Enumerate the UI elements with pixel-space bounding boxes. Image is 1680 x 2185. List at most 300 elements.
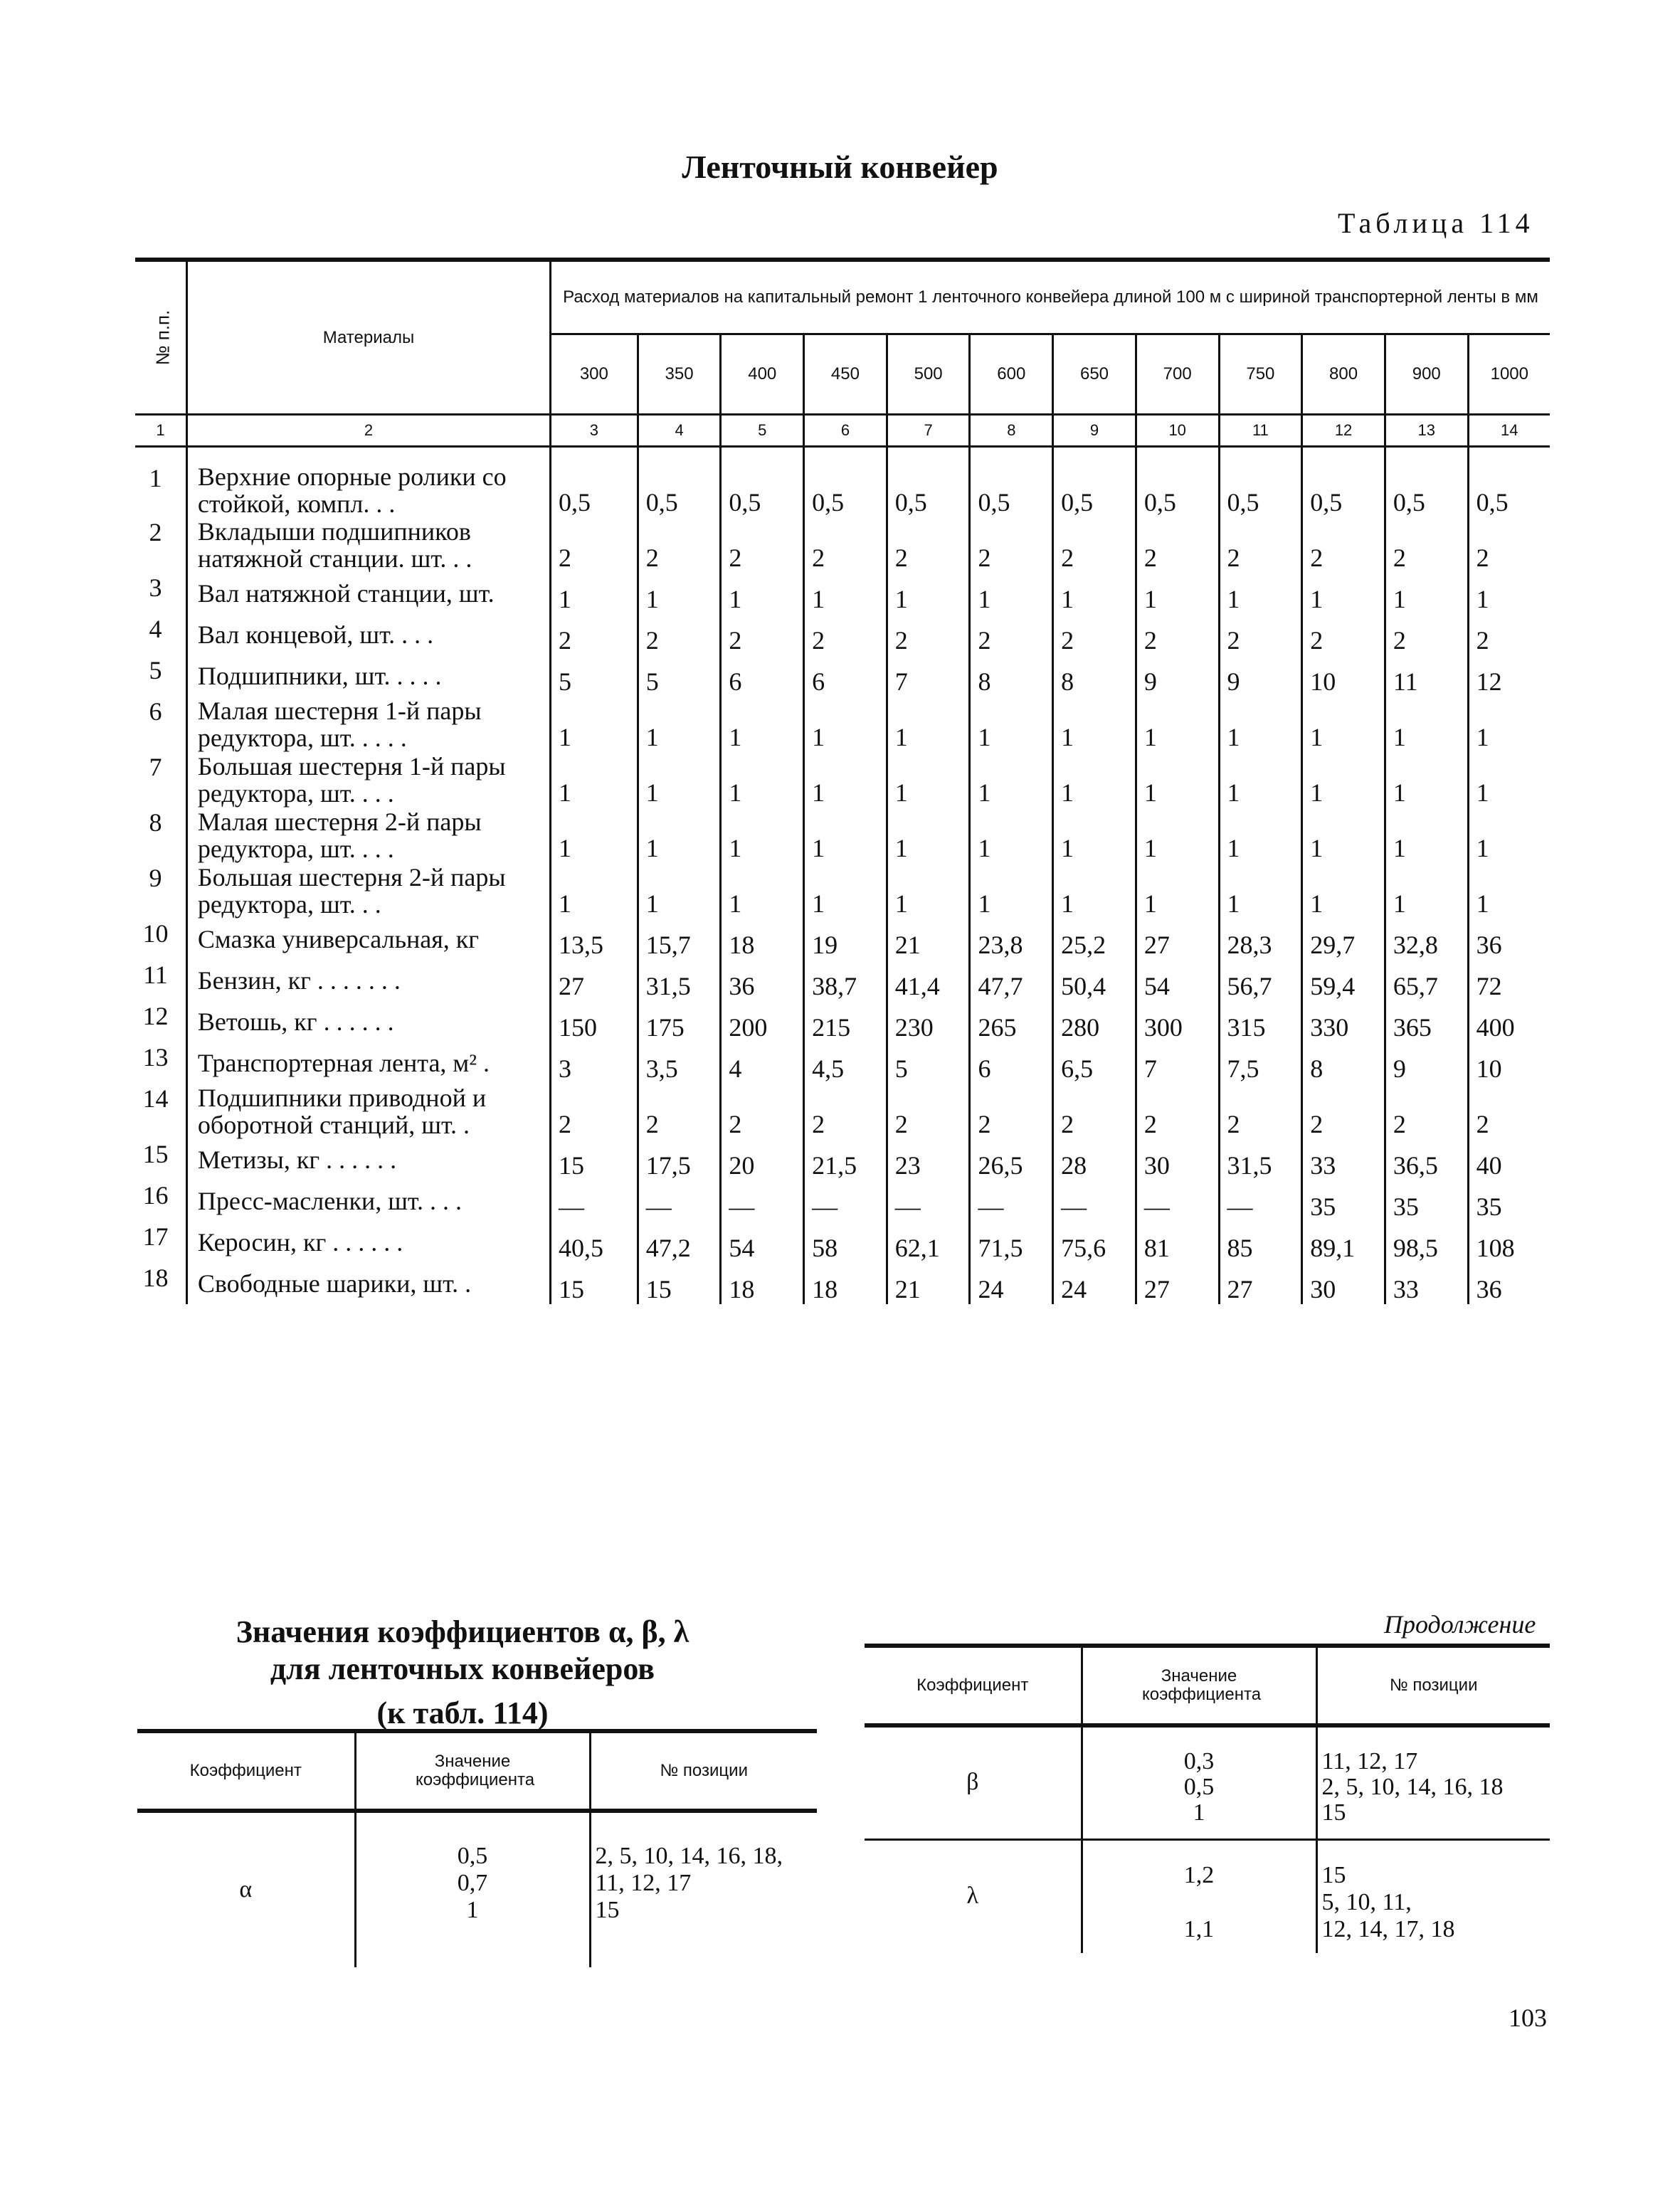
row-number: 4 bbox=[149, 615, 162, 643]
header-coefficient: Коэффициент bbox=[137, 1731, 355, 1811]
column-number-2: 3 bbox=[550, 415, 638, 447]
value-cell: 98,5 bbox=[1385, 1222, 1468, 1263]
value-cell: 36 bbox=[1468, 919, 1550, 960]
value-cell: 15 bbox=[550, 1139, 638, 1180]
value-cell: 1 bbox=[638, 808, 721, 863]
value-cell: 2 bbox=[550, 517, 638, 573]
value-cell: 1 bbox=[1136, 573, 1219, 614]
value-cell: 1 bbox=[638, 752, 721, 808]
value-cell: 1 bbox=[1468, 808, 1550, 863]
header-column-numbers-row bbox=[135, 415, 1550, 447]
coefficients-title-line-2: для ленточных конвейеров bbox=[270, 1651, 655, 1686]
value-cell: 12 bbox=[1468, 655, 1550, 697]
value-cell: 1 bbox=[638, 697, 721, 752]
value-cell: 3 bbox=[550, 1042, 638, 1084]
value-cell: 21,5 bbox=[804, 1139, 887, 1180]
table-row bbox=[135, 447, 1550, 518]
header-width-3: 450 bbox=[804, 334, 887, 415]
value-cell: 62,1 bbox=[887, 1222, 970, 1263]
header-width-8: 750 bbox=[1219, 334, 1302, 415]
value-cell: 5 bbox=[887, 1042, 970, 1084]
row-number: 8 bbox=[149, 808, 162, 837]
row-number: 17 bbox=[142, 1222, 169, 1251]
materials-table-body bbox=[135, 447, 1550, 1305]
column-number-11: 12 bbox=[1302, 415, 1385, 447]
value-cell: — bbox=[638, 1180, 721, 1222]
value-cell: 2 bbox=[887, 517, 970, 573]
header-coefficient: Коэффициент bbox=[865, 1646, 1082, 1725]
header-coefficient-value: Значение коэффициента bbox=[1082, 1646, 1316, 1725]
value-cell: 1 bbox=[1468, 752, 1550, 808]
header-width-4: 500 bbox=[887, 334, 970, 415]
table-label: Таблица 114 bbox=[1338, 207, 1534, 239]
value-cell: 400 bbox=[1468, 1001, 1550, 1042]
header-number: № п.п. bbox=[135, 260, 186, 415]
value-cell: 3,5 bbox=[638, 1042, 721, 1084]
value-cell: 2 bbox=[1053, 1084, 1136, 1139]
coef-values-beta: 0,3 0,5 1 bbox=[1082, 1725, 1316, 1839]
table-row bbox=[135, 1139, 1550, 1180]
material-name: Бензин, кг . . . . . . . bbox=[186, 960, 550, 1001]
value-cell: 2 bbox=[721, 517, 804, 573]
table-row bbox=[135, 1263, 1550, 1304]
material-name: Вкладыши подшипников натяжной станции. шт. . . bbox=[186, 517, 550, 573]
table-row bbox=[135, 1222, 1550, 1263]
value-cell: 1 bbox=[887, 573, 970, 614]
value-cell: 21 bbox=[887, 919, 970, 960]
coef-positions-alpha: 2, 5, 10, 14, 16, 18, 11, 12, 17 15 bbox=[590, 1811, 817, 1967]
value-cell: 9 bbox=[1136, 655, 1219, 697]
column-number-4: 5 bbox=[721, 415, 804, 447]
value-cell: 24 bbox=[1053, 1263, 1136, 1304]
value-cell: 0,5 bbox=[638, 447, 721, 518]
value-cell: 2 bbox=[1136, 517, 1219, 573]
materials-table bbox=[135, 258, 1550, 1304]
header-width-7: 700 bbox=[1136, 334, 1219, 415]
value-cell: 2 bbox=[1468, 1084, 1550, 1139]
value-cell: 2 bbox=[804, 517, 887, 573]
material-name: Вал концевой, шт. . . . bbox=[186, 614, 550, 655]
coef-symbol-alpha: α bbox=[239, 1876, 253, 1903]
header-consumption-group: Расход материалов на капитальный ремонт 1 ленточного конвейера длиной 100 м с шириной транспортерной ленты в мм bbox=[550, 260, 1550, 334]
header-width-10: 900 bbox=[1385, 334, 1468, 415]
value-cell: 35 bbox=[1302, 1180, 1385, 1222]
value-cell: 280 bbox=[1053, 1001, 1136, 1042]
value-cell: 33 bbox=[1302, 1139, 1385, 1180]
header-positions: № позиции bbox=[1316, 1646, 1550, 1725]
value-cell: 25,2 bbox=[1053, 919, 1136, 960]
table-row bbox=[135, 960, 1550, 1001]
table-row bbox=[135, 808, 1550, 863]
material-name: Большая шестерня 2-й пары редуктора, шт. . . bbox=[186, 863, 550, 919]
material-name: Вал натяжной станции, шт. bbox=[186, 573, 550, 614]
value-cell: 2 bbox=[1219, 614, 1302, 655]
coefficients-title-line-3: (к табл. 114) bbox=[376, 1695, 549, 1730]
value-cell: 81 bbox=[1136, 1222, 1219, 1263]
value-cell: 41,4 bbox=[887, 960, 970, 1001]
value-cell: 1 bbox=[1053, 697, 1136, 752]
value-cell: 8 bbox=[1053, 655, 1136, 697]
value-cell: 29,7 bbox=[1302, 919, 1385, 960]
row-number: 7 bbox=[149, 753, 162, 781]
value-cell: 18 bbox=[804, 1263, 887, 1304]
value-cell: 1 bbox=[1053, 573, 1136, 614]
header-width-11: 1000 bbox=[1468, 334, 1550, 415]
row-number: 18 bbox=[142, 1264, 169, 1292]
row-number: 12 bbox=[142, 1002, 169, 1030]
value-cell: 1 bbox=[970, 697, 1053, 752]
value-cell: 330 bbox=[1302, 1001, 1385, 1042]
value-cell: 1 bbox=[804, 752, 887, 808]
value-cell: 1 bbox=[804, 863, 887, 919]
header-width-6: 650 bbox=[1053, 334, 1136, 415]
coef-symbol-lambda: λ bbox=[865, 1839, 1082, 1953]
value-cell: 10 bbox=[1468, 1042, 1550, 1084]
column-number-7: 8 bbox=[970, 415, 1053, 447]
value-cell: 1 bbox=[721, 863, 804, 919]
value-cell: 1 bbox=[887, 863, 970, 919]
value-cell: 1 bbox=[638, 863, 721, 919]
value-cell: 1 bbox=[1219, 752, 1302, 808]
value-cell: 15,7 bbox=[638, 919, 721, 960]
value-cell: 1 bbox=[1053, 752, 1136, 808]
value-cell: 2 bbox=[1385, 614, 1468, 655]
value-cell: 19 bbox=[804, 919, 887, 960]
row-number: 14 bbox=[142, 1084, 169, 1113]
value-cell: 0,5 bbox=[721, 447, 804, 518]
value-cell: 1 bbox=[1385, 573, 1468, 614]
value-cell: 36 bbox=[1468, 1263, 1550, 1304]
value-cell: 5 bbox=[638, 655, 721, 697]
value-cell: 0,5 bbox=[1219, 447, 1302, 518]
value-cell: 1 bbox=[804, 573, 887, 614]
value-cell: 28 bbox=[1053, 1139, 1136, 1180]
value-cell: 31,5 bbox=[638, 960, 721, 1001]
row-number: 13 bbox=[142, 1043, 169, 1072]
value-cell: 1 bbox=[887, 808, 970, 863]
value-cell: 0,5 bbox=[1302, 447, 1385, 518]
value-cell: 2 bbox=[1136, 1084, 1219, 1139]
value-cell: 1 bbox=[1302, 752, 1385, 808]
value-cell: 175 bbox=[638, 1001, 721, 1042]
material-name: Подшипники приводной и оборотной станций, шт. . bbox=[186, 1084, 550, 1139]
value-cell: 215 bbox=[804, 1001, 887, 1042]
value-cell: 2 bbox=[1053, 517, 1136, 573]
value-cell: 18 bbox=[721, 919, 804, 960]
row-number: 2 bbox=[149, 518, 162, 546]
value-cell: 15 bbox=[550, 1263, 638, 1304]
coefficients-table-right bbox=[865, 1644, 1550, 1953]
value-cell: 5 bbox=[550, 655, 638, 697]
table-row bbox=[135, 1042, 1550, 1084]
value-cell: 6 bbox=[721, 655, 804, 697]
column-number-13: 14 bbox=[1468, 415, 1550, 447]
value-cell: 2 bbox=[550, 614, 638, 655]
row-number: 11 bbox=[143, 961, 168, 989]
column-number-8: 9 bbox=[1053, 415, 1136, 447]
value-cell: 35 bbox=[1468, 1180, 1550, 1222]
value-cell: 1 bbox=[1302, 697, 1385, 752]
coefficients-title bbox=[185, 1614, 740, 1732]
value-cell: 54 bbox=[1136, 960, 1219, 1001]
value-cell: 40,5 bbox=[550, 1222, 638, 1263]
value-cell: 2 bbox=[1385, 1084, 1468, 1139]
value-cell: 2 bbox=[638, 614, 721, 655]
value-cell: 21 bbox=[887, 1263, 970, 1304]
value-cell: 2 bbox=[638, 517, 721, 573]
value-cell: 1 bbox=[970, 863, 1053, 919]
value-cell: 1 bbox=[887, 697, 970, 752]
value-cell: 36,5 bbox=[1385, 1139, 1468, 1180]
table-row bbox=[135, 1001, 1550, 1042]
row-number: 15 bbox=[142, 1140, 169, 1168]
header-width-5: 600 bbox=[970, 334, 1053, 415]
value-cell: 6,5 bbox=[1053, 1042, 1136, 1084]
value-cell: 1 bbox=[970, 752, 1053, 808]
table-row bbox=[135, 655, 1550, 697]
value-cell: 1 bbox=[804, 808, 887, 863]
value-cell: 6 bbox=[804, 655, 887, 697]
value-cell: 1 bbox=[721, 697, 804, 752]
value-cell: 35 bbox=[1385, 1180, 1468, 1222]
material-name: Транспортерная лента, м² . bbox=[186, 1042, 550, 1084]
value-cell: 38,7 bbox=[804, 960, 887, 1001]
value-cell: 2 bbox=[970, 517, 1053, 573]
value-cell: — bbox=[804, 1180, 887, 1222]
value-cell: 0,5 bbox=[970, 447, 1053, 518]
value-cell: 23,8 bbox=[970, 919, 1053, 960]
table-row bbox=[135, 573, 1550, 614]
value-cell: 20 bbox=[721, 1139, 804, 1180]
value-cell: 17,5 bbox=[638, 1139, 721, 1180]
value-cell: 2 bbox=[1302, 517, 1385, 573]
value-cell: — bbox=[970, 1180, 1053, 1222]
material-name: Малая шестерня 1-й пары редуктора, шт. . . . . bbox=[186, 697, 550, 752]
value-cell: 1 bbox=[550, 573, 638, 614]
table-row bbox=[135, 1180, 1550, 1222]
value-cell: 27 bbox=[1136, 1263, 1219, 1304]
column-number-1: 2 bbox=[186, 415, 550, 447]
row-number: 9 bbox=[149, 864, 162, 892]
value-cell: 1 bbox=[1136, 752, 1219, 808]
value-cell: 1 bbox=[1468, 573, 1550, 614]
value-cell: 2 bbox=[721, 614, 804, 655]
row-number: 10 bbox=[142, 919, 169, 948]
header-positions: № позиции bbox=[590, 1731, 817, 1811]
value-cell: 28,3 bbox=[1219, 919, 1302, 960]
value-cell: 2 bbox=[970, 614, 1053, 655]
table-row bbox=[135, 863, 1550, 919]
value-cell: 54 bbox=[721, 1222, 804, 1263]
value-cell: 58 bbox=[804, 1222, 887, 1263]
material-name: Малая шестерня 2-й пары редуктора, шт. . . . bbox=[186, 808, 550, 863]
row-number: 5 bbox=[149, 656, 162, 684]
value-cell: 1 bbox=[550, 697, 638, 752]
value-cell: 2 bbox=[1219, 1084, 1302, 1139]
value-cell: — bbox=[887, 1180, 970, 1222]
value-cell: 11 bbox=[1385, 655, 1468, 697]
value-cell: 4,5 bbox=[804, 1042, 887, 1084]
column-number-12: 13 bbox=[1385, 415, 1468, 447]
value-cell: 7 bbox=[1136, 1042, 1219, 1084]
value-cell: 27 bbox=[1136, 919, 1219, 960]
value-cell: 72 bbox=[1468, 960, 1550, 1001]
value-cell: 2 bbox=[887, 614, 970, 655]
value-cell: 9 bbox=[1219, 655, 1302, 697]
value-cell: 1 bbox=[1053, 808, 1136, 863]
value-cell: 2 bbox=[804, 1084, 887, 1139]
column-number-5: 6 bbox=[804, 415, 887, 447]
value-cell: 36 bbox=[721, 960, 804, 1001]
column-number-3: 4 bbox=[638, 415, 721, 447]
value-cell: 85 bbox=[1219, 1222, 1302, 1263]
value-cell: — bbox=[1219, 1180, 1302, 1222]
value-cell: 1 bbox=[1385, 863, 1468, 919]
value-cell: 4 bbox=[721, 1042, 804, 1084]
value-cell: 7,5 bbox=[1219, 1042, 1302, 1084]
coefficients-title-line-1: Значения коэффициентов α, β, λ bbox=[236, 1614, 690, 1649]
value-cell: 2 bbox=[887, 1084, 970, 1139]
coef-symbol-beta: β bbox=[966, 1769, 979, 1796]
value-cell: 1 bbox=[1219, 863, 1302, 919]
value-cell: 32,8 bbox=[1385, 919, 1468, 960]
value-cell: 50,4 bbox=[1053, 960, 1136, 1001]
value-cell: 0,5 bbox=[1385, 447, 1468, 518]
header-coefficient-value: Значение коэффициента bbox=[355, 1731, 590, 1811]
value-cell: 59,4 bbox=[1302, 960, 1385, 1001]
value-cell: 33 bbox=[1385, 1263, 1468, 1304]
value-cell: 2 bbox=[970, 1084, 1053, 1139]
value-cell: — bbox=[721, 1180, 804, 1222]
header-width-2: 400 bbox=[721, 334, 804, 415]
value-cell: 89,1 bbox=[1302, 1222, 1385, 1263]
value-cell: 2 bbox=[1468, 614, 1550, 655]
value-cell: 8 bbox=[970, 655, 1053, 697]
value-cell: 1 bbox=[550, 752, 638, 808]
page-title: Ленточный конвейер bbox=[682, 149, 998, 185]
header-width-9: 800 bbox=[1302, 334, 1385, 415]
table-row bbox=[135, 919, 1550, 960]
value-cell: 2 bbox=[1302, 614, 1385, 655]
value-cell: 2 bbox=[1053, 614, 1136, 655]
value-cell: 47,2 bbox=[638, 1222, 721, 1263]
value-cell: 300 bbox=[1136, 1001, 1219, 1042]
value-cell: 0,5 bbox=[1136, 447, 1219, 518]
value-cell: 365 bbox=[1385, 1001, 1468, 1042]
value-cell: — bbox=[550, 1180, 638, 1222]
value-cell: 18 bbox=[721, 1263, 804, 1304]
value-cell: 1 bbox=[1136, 697, 1219, 752]
material-name: Керосин, кг . . . . . . bbox=[186, 1222, 550, 1263]
row-number: 16 bbox=[142, 1181, 169, 1210]
value-cell: 2 bbox=[1219, 517, 1302, 573]
value-cell: 75,6 bbox=[1053, 1222, 1136, 1263]
material-name: Свободные шарики, шт. . bbox=[186, 1263, 550, 1304]
value-cell: 1 bbox=[1302, 573, 1385, 614]
material-name: Верхние опорные ролики со стойкой, компл. . . bbox=[186, 447, 550, 518]
value-cell: 65,7 bbox=[1385, 960, 1468, 1001]
page-number: 103 bbox=[1509, 2004, 1547, 2032]
value-cell: 71,5 bbox=[970, 1222, 1053, 1263]
value-cell: 1 bbox=[721, 808, 804, 863]
value-cell: 0,5 bbox=[550, 447, 638, 518]
material-name: Смазка универсальная, кг bbox=[186, 919, 550, 960]
value-cell: 0,5 bbox=[887, 447, 970, 518]
column-number-0: 1 bbox=[135, 415, 186, 447]
value-cell: 1 bbox=[1053, 863, 1136, 919]
value-cell: 47,7 bbox=[970, 960, 1053, 1001]
value-cell: 265 bbox=[970, 1001, 1053, 1042]
value-cell: 1 bbox=[1302, 863, 1385, 919]
table-row bbox=[135, 697, 1550, 752]
value-cell: — bbox=[1053, 1180, 1136, 1222]
continuation-label: Продолжение bbox=[1384, 1610, 1536, 1639]
column-number-10: 11 bbox=[1219, 415, 1302, 447]
value-cell: 23 bbox=[887, 1139, 970, 1180]
value-cell: 9 bbox=[1385, 1042, 1468, 1084]
value-cell: 1 bbox=[1219, 573, 1302, 614]
value-cell: 1 bbox=[1385, 752, 1468, 808]
value-cell: 2 bbox=[804, 614, 887, 655]
value-cell: 230 bbox=[887, 1001, 970, 1042]
table-row bbox=[135, 517, 1550, 573]
value-cell: 0,5 bbox=[804, 447, 887, 518]
material-name: Подшипники, шт. . . . . bbox=[186, 655, 550, 697]
header-width-1: 350 bbox=[638, 334, 721, 415]
value-cell: 1 bbox=[1385, 697, 1468, 752]
value-cell: 30 bbox=[1136, 1139, 1219, 1180]
row-number: 3 bbox=[149, 573, 162, 602]
row-number: 6 bbox=[149, 697, 162, 726]
material-name: Пресс-масленки, шт. . . . bbox=[186, 1180, 550, 1222]
value-cell: 1 bbox=[1385, 808, 1468, 863]
value-cell: 7 bbox=[887, 655, 970, 697]
value-cell: 2 bbox=[1468, 517, 1550, 573]
coef-positions-lambda: 15 5, 10, 11, 12, 14, 17, 18 bbox=[1316, 1839, 1550, 1953]
value-cell: 56,7 bbox=[1219, 960, 1302, 1001]
value-cell: 24 bbox=[970, 1263, 1053, 1304]
value-cell: 1 bbox=[1302, 808, 1385, 863]
table-row bbox=[135, 752, 1550, 808]
table-row bbox=[135, 1084, 1550, 1139]
header-materials: Материалы bbox=[186, 260, 550, 415]
value-cell: 40 bbox=[1468, 1139, 1550, 1180]
value-cell: 27 bbox=[550, 960, 638, 1001]
value-cell: 1 bbox=[1468, 697, 1550, 752]
table-row bbox=[135, 614, 1550, 655]
value-cell: 27 bbox=[1219, 1263, 1302, 1304]
value-cell: 2 bbox=[1136, 614, 1219, 655]
value-cell: 31,5 bbox=[1219, 1139, 1302, 1180]
value-cell: 1 bbox=[887, 752, 970, 808]
value-cell: 1 bbox=[1219, 808, 1302, 863]
coef-values-alpha: 0,5 0,7 1 bbox=[355, 1811, 590, 1967]
value-cell: 8 bbox=[1302, 1042, 1385, 1084]
material-name: Ветошь, кг . . . . . . bbox=[186, 1001, 550, 1042]
value-cell: 1 bbox=[721, 752, 804, 808]
value-cell: 30 bbox=[1302, 1263, 1385, 1304]
value-cell: 2 bbox=[1302, 1084, 1385, 1139]
column-number-6: 7 bbox=[887, 415, 970, 447]
coefficients-table-left bbox=[137, 1729, 817, 1967]
value-cell: 15 bbox=[638, 1263, 721, 1304]
value-cell: 6 bbox=[970, 1042, 1053, 1084]
value-cell: 1 bbox=[1219, 697, 1302, 752]
value-cell: 150 bbox=[550, 1001, 638, 1042]
value-cell: 10 bbox=[1302, 655, 1385, 697]
value-cell: 2 bbox=[550, 1084, 638, 1139]
value-cell: 2 bbox=[638, 1084, 721, 1139]
